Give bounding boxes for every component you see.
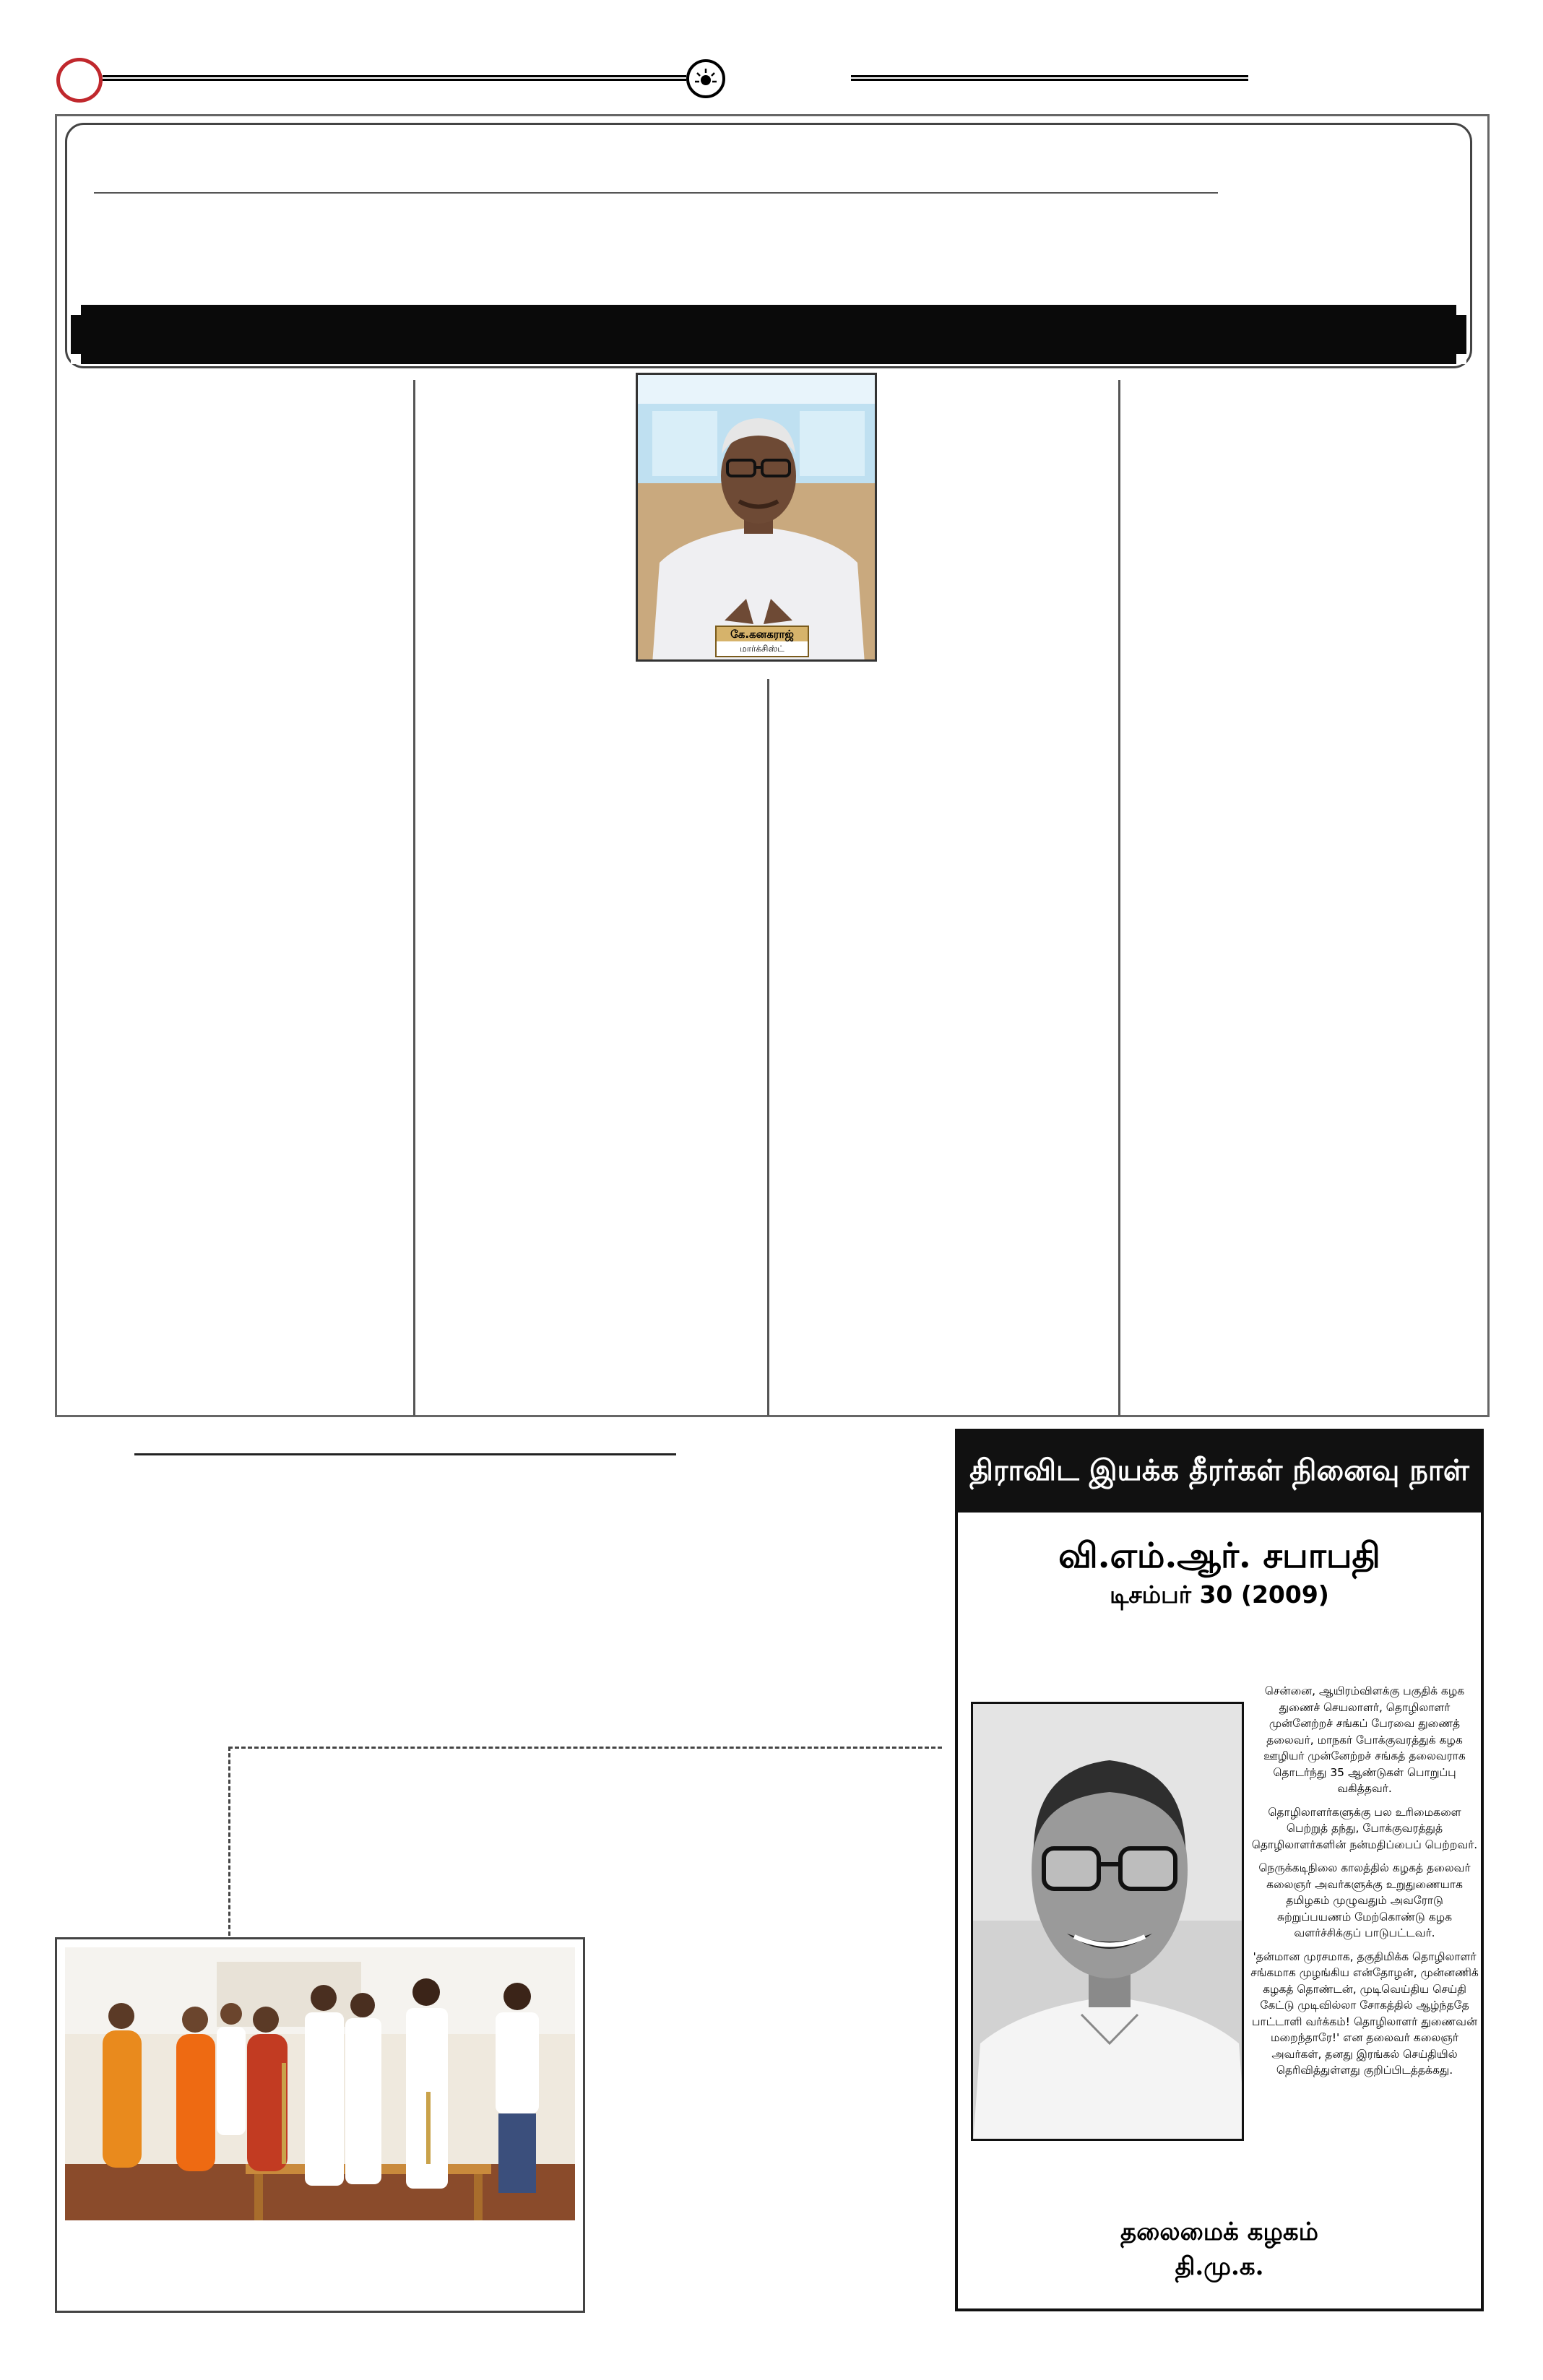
memorial-header: திராவிட இயக்க தீரர்கள் நினைவு நாள் bbox=[958, 1432, 1481, 1513]
column-divider bbox=[413, 380, 415, 1416]
memorial-portrait-photo bbox=[971, 1702, 1244, 2141]
dashed-connector-horizontal bbox=[228, 1747, 942, 1749]
memorial-tribute-text bbox=[1250, 1683, 1479, 2086]
memorial-paragraph: 'தன்மான முரசமாக, தகுதிமிக்க தொழிலாளர் சங்கமாக முழங்கிய என்தோழன், முன்னணிக் கழகத் தொண்டன், முடிவெய்திய செய்தி கேட்டு முடிவில்லா சோகத்தில் ஆழ்ந்ததே பாட்டாளி வர்க்கம்! தொழிலாளர் துணைவன் மறைந்தாரே!' என தலைவர் கலைஞர் அவர்கள், தனது இரங்கல் செய்தியில் தெரிவித்துள்ளது குறிப்பிடத்தக்கது. bbox=[1250, 1950, 1479, 2077]
memorial-name: வி.எம்.ஆர். சபாபதி bbox=[1058, 1536, 1380, 1576]
memorial-paragraph: நெருக்கடிநிலை காலத்தில் கழகத் தலைவர் கலைஞர் அவர்களுக்கு உறுதுணையாக தமிழகம் முழுவதும் அவரோடு சுற்றுப்பயணம் மேற்கொண்டு கழக வளர்ச்சிக்குப் பாடுபட்டவர். bbox=[1258, 1861, 1471, 1939]
feature-headline bbox=[72, 204, 1466, 305]
portrait-caption-role: மார்க்சிஸ்ட் bbox=[717, 641, 808, 656]
top-strip-rule-left bbox=[103, 75, 686, 81]
section-rule bbox=[134, 1453, 676, 1455]
event-photo bbox=[65, 1947, 575, 2220]
dashed-connector-vertical bbox=[228, 1747, 230, 1936]
memorial-date: டிசம்பர் 30 (2009) bbox=[1110, 1580, 1329, 1609]
page-marker-circle bbox=[56, 58, 103, 103]
portrait-caption bbox=[715, 626, 809, 657]
column-divider bbox=[1118, 380, 1120, 1416]
memorial-signature-line2: தி.மு.க. bbox=[1175, 2252, 1264, 2281]
top-strip-rule-right bbox=[851, 75, 1248, 81]
rising-sun-emblem-icon bbox=[686, 59, 725, 98]
headline-rule bbox=[94, 192, 1218, 194]
memorial-paragraph: சென்னை, ஆயிரம்விளக்கு பகுதிக் கழக துணைச் செயலாளர், தொழிலாளர் முன்னேற்றச் சங்கப் பேரவை துணைத் தலைவர், மாநகர் போக்குவரத்துக் கழக ஊழியர் முன்னேற்றச் சங்கத் தலைவராக தொடர்ந்து 35 ஆண்டுகள் பொறுப்பு வகித்தவர். bbox=[1263, 1684, 1466, 1795]
portrait-caption-name: கே.கனகராஜ் bbox=[730, 628, 794, 641]
column-divider bbox=[767, 679, 769, 1416]
memorial-signature-line1: தலைமைக் கழகம் bbox=[1120, 2217, 1318, 2246]
memorial-paragraph: தொழிலாளர்களுக்கு பல உரிமைகளை பெற்றுத் தந்து, போக்குவரத்துத் தொழிலாளர்களின் நன்மதிப்பைப் பெற்றவர். bbox=[1251, 1805, 1478, 1851]
portrait-photo bbox=[636, 373, 877, 662]
headline-black-bar bbox=[71, 305, 1466, 364]
